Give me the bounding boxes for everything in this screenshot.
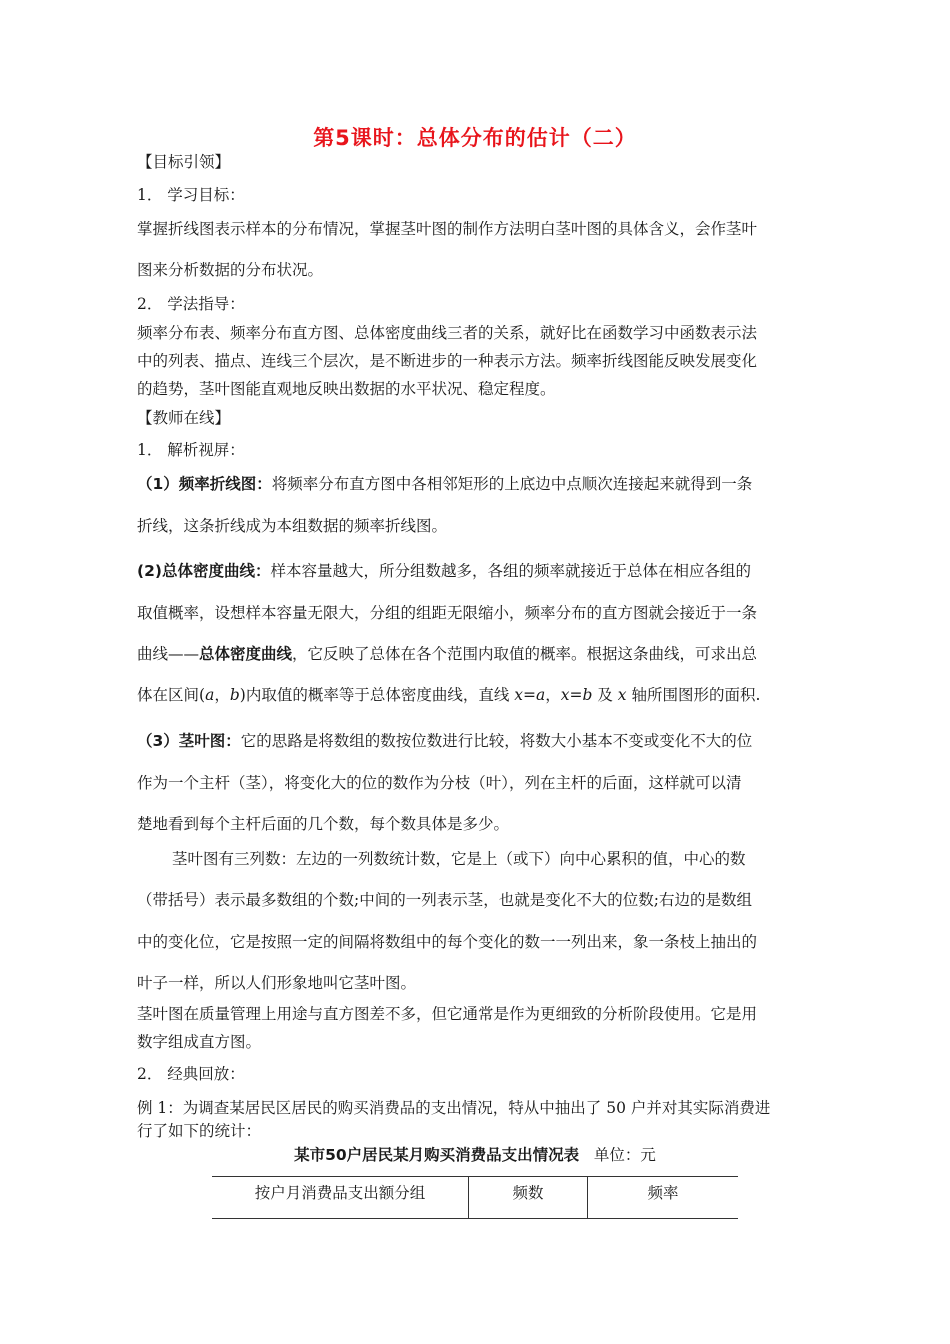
paragraph-line: 体在区间(a，b)内取值的概率等于总体密度曲线，直线 x=a，x=b 及 x 轴所围图形的面积. — [137, 686, 761, 704]
paragraph-line: 取值概率，设想样本容量无限大，分组的组距无限缩小，频率分布的直方图就会接近于一条 — [137, 604, 758, 622]
paragraph-line: 折线，这条折线成为本组数据的频率折线图。 — [137, 517, 448, 535]
paragraph-line: 图来分析数据的分布状况。 — [137, 261, 324, 279]
definition-text: 它的思路是将数组的数按位数进行比较，将数大小基本不变或变化不大的位 — [240, 732, 753, 750]
page-title: 第5课时：总体分布的估计（二） — [313, 126, 637, 150]
table-header-cell: 频数 — [469, 1177, 588, 1219]
subheading-method-guide: 2． 学法指导： — [137, 295, 245, 313]
definition-line — [137, 729, 817, 751]
table-header-cell: 频率 — [588, 1177, 739, 1219]
table-title: 某市50户居民某月购买消费品支出情况表 — [294, 1146, 580, 1164]
subheading-classic-review: 2． 经典回放： — [137, 1065, 245, 1083]
paragraph-line: 茎叶图有三列数：左边的一列数统计数，它是上（或下）向中心累积的值，中心的数 — [172, 850, 746, 868]
definition-line — [137, 559, 817, 581]
definition-text: 样本容量越大，所分组数越多，各组的频率就接近于总体在相应各组的 — [270, 562, 751, 580]
table-header-row — [212, 1177, 738, 1219]
definition-term: (2)总体密度曲线： — [137, 562, 271, 580]
paragraph-line: 叶子一样，所以人们形象地叫它茎叶图。 — [137, 974, 417, 992]
spending-table — [212, 1176, 738, 1219]
table-caption — [0, 1143, 950, 1165]
paragraph-line: 中的列表、描点、连线三个层次，是不断进步的一种表示方法。频率折线图能反映发展变化 — [137, 352, 758, 370]
bold-term: 总体密度曲线 — [199, 645, 293, 663]
subheading-learning-goals: 1． 学习目标： — [137, 186, 245, 204]
paragraph-line: 茎叶图在质量管理上用途与直方图差不多，但它通常是作为更细致的分析阶段使用。它是用 — [137, 1005, 758, 1023]
section-heading-teacher-online: 【教师在线】 — [137, 409, 231, 427]
table-header-cell: 按户月消费品支出额分组 — [212, 1177, 469, 1219]
definition-term: （1）频率折线图： — [137, 475, 272, 493]
subheading-analysis: 1． 解析视屏： — [137, 441, 245, 459]
paragraph-line: 曲线——总体密度曲线，它反映了总体在各个范围内取值的概率。根据这条曲线，可求出总 — [137, 645, 758, 663]
paragraph-line: （带括号）表示最多数组的个数;中间的一列表示茎，也就是变化不大的位数;右边的是数组 — [137, 891, 752, 909]
example-text: 例 1：为调查某居民区居民的购买消费品的支出情况，特从中抽出了 50 户并对其实际消费进 — [137, 1099, 771, 1117]
table-unit: 单位：元 — [593, 1146, 656, 1164]
paragraph-line: 的趋势，茎叶图能直观地反映出数据的水平状况、稳定程度。 — [137, 380, 556, 398]
paragraph-line: 掌握折线图表示样本的分布情况，掌握茎叶图的制作方法明白茎叶图的具体含义，会作茎叶 — [137, 220, 758, 238]
definition-text: 将频率分布直方图中各相邻矩形的上底边中点顺次连接起来就得到一条 — [271, 475, 753, 493]
paragraph-line: 作为一个主杆（茎），将变化大的位的数作为分枝（叶），列在主杆的后面，这样就可以清 — [137, 774, 742, 792]
section-heading-goals: 【目标引领】 — [137, 153, 231, 171]
definition-line — [137, 472, 817, 494]
paragraph-line: 中的变化位，它是按照一定的间隔将数组中的每个变化的数一一列出来，象一条枝上抽出的 — [137, 933, 758, 951]
paragraph-line: 数字组成直方图。 — [137, 1033, 262, 1051]
paragraph-line: 楚地看到每个主杆后面的几个数，每个数具体是多少。 — [137, 815, 510, 833]
example-text: 行了如下的统计： — [137, 1122, 262, 1140]
definition-term: （3）茎叶图： — [137, 732, 241, 750]
paragraph-line: 频率分布表、频率分布直方图、总体密度曲线三者的关系，就好比在函数学习中函数表示法 — [137, 324, 758, 342]
